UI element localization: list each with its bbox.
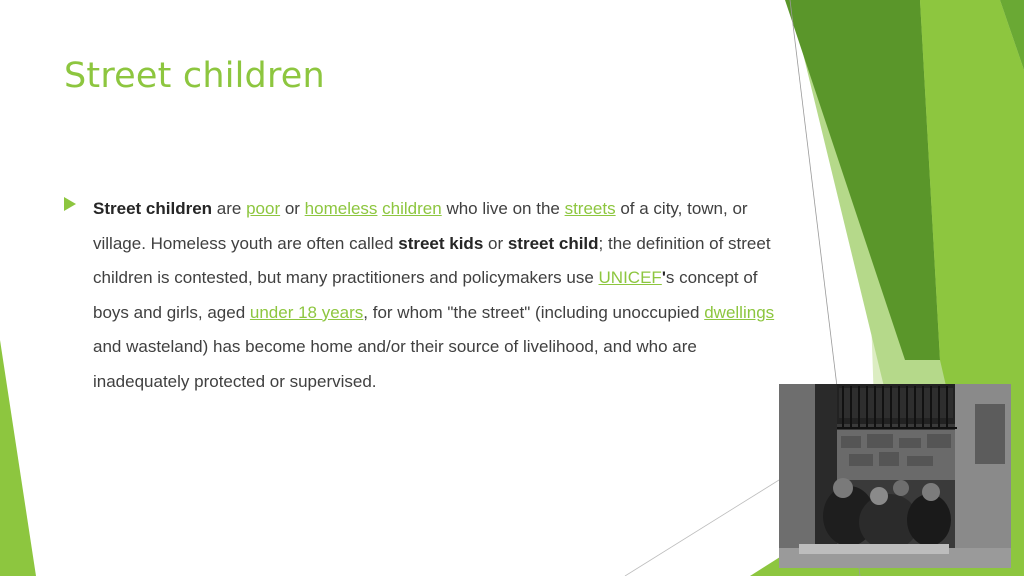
bullet-text	[93, 192, 778, 400]
term-street-children: Street children	[93, 199, 213, 218]
photo-illustration	[779, 384, 1011, 568]
text-span: are	[212, 199, 247, 218]
text-span: or	[280, 199, 305, 218]
text-span: ; the definition of street children is contested, but many practitioners and policymakers use	[93, 233, 771, 288]
text-span: or	[483, 233, 508, 253]
link-poor[interactable]: poor	[246, 199, 281, 218]
text-span: s concept of boys and girls, aged	[93, 268, 758, 322]
term-street-kids: street kids	[398, 233, 484, 253]
link-unicef[interactable]: UNICEF	[598, 268, 662, 288]
slide-title: Street children	[64, 56, 325, 96]
link-homeless[interactable]: homeless	[304, 199, 378, 218]
thin-diagonal-line-lower	[625, 480, 779, 576]
apostrophe: '	[661, 268, 666, 288]
term-street-child: street child	[507, 233, 599, 253]
link-children[interactable]: children	[382, 199, 442, 218]
street-children-photo	[779, 384, 1011, 568]
left-green-facet	[0, 340, 36, 576]
link-streets[interactable]: streets	[564, 199, 616, 218]
right-dark-facet	[785, 0, 940, 360]
triangle-right-icon	[64, 197, 76, 211]
text-span: , for whom "the street" (including unoccupied	[363, 302, 705, 322]
link-dwellings[interactable]: dwellings	[704, 302, 775, 322]
link-under-18-years[interactable]: under 18 years	[249, 302, 364, 322]
text-span: who live on the	[441, 199, 565, 218]
text-span: and wasteland) has become home and/or their source of livelihood, and who are inadequately protected or supervised.	[93, 337, 697, 391]
text-span: of a city, town, or village. Homeless youth are often called	[93, 199, 748, 253]
